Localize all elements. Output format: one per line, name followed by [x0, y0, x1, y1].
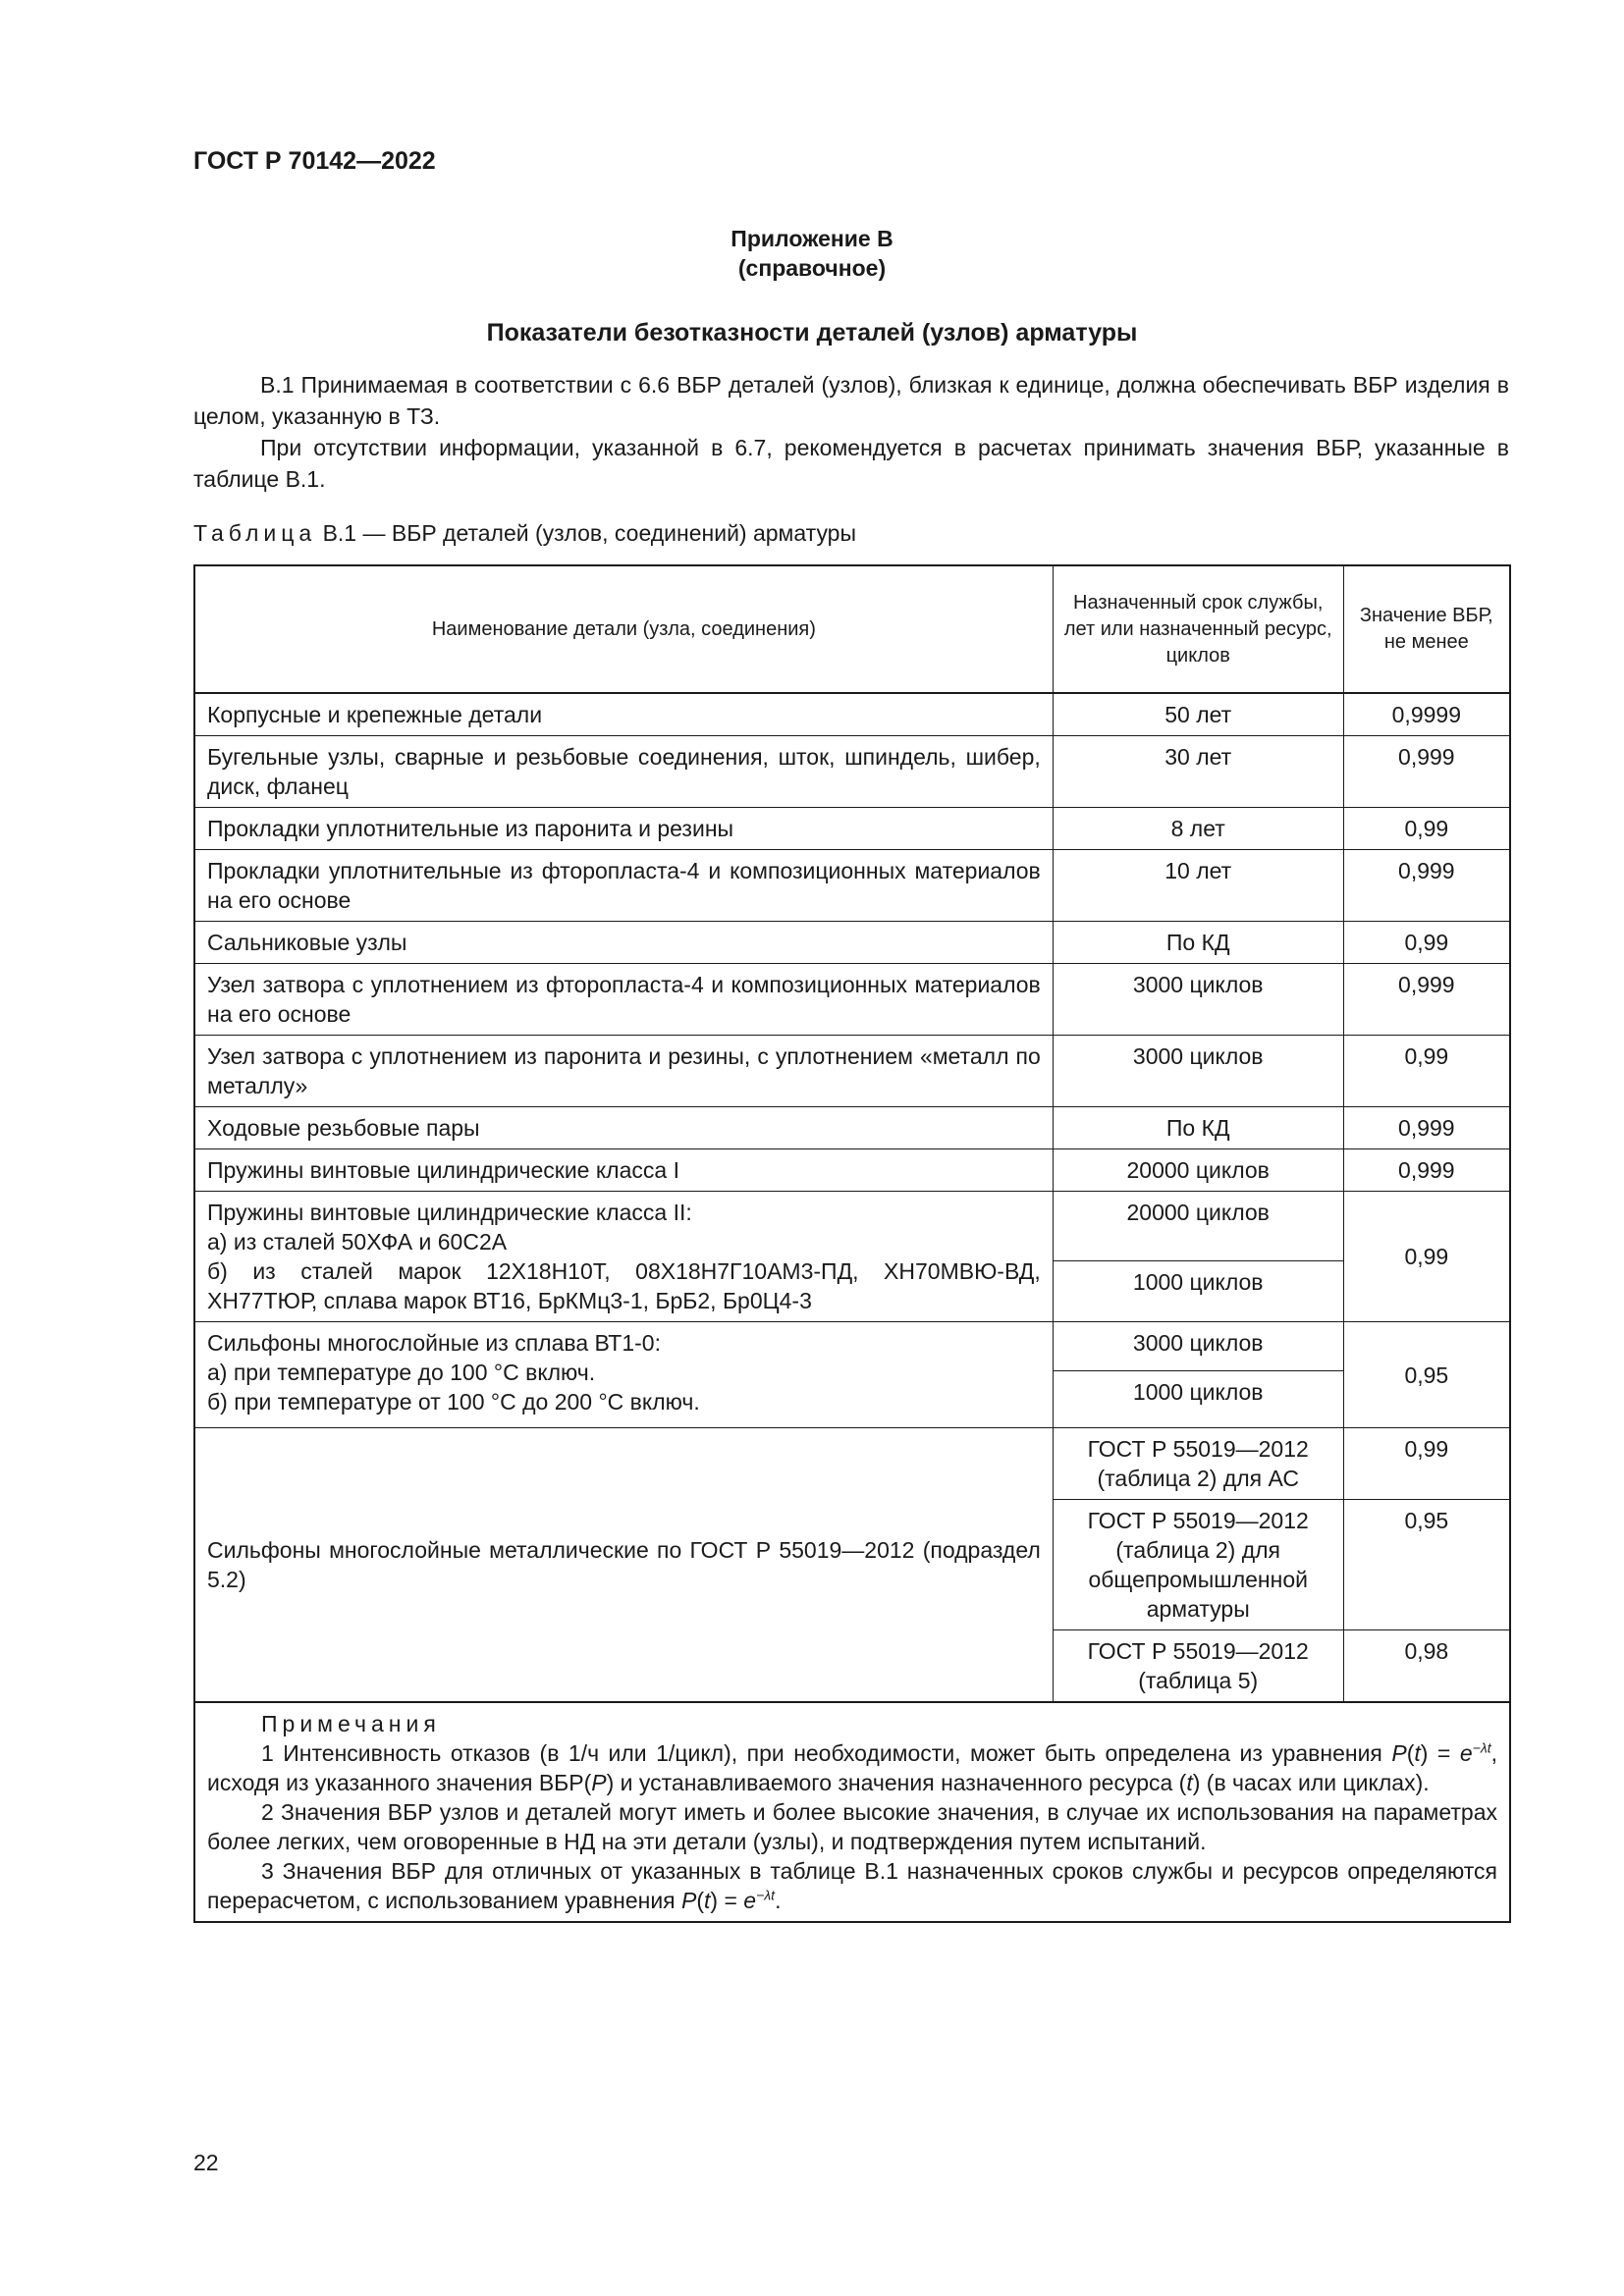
table-row — [194, 693, 1510, 736]
row-name — [194, 1322, 1053, 1428]
table-row — [194, 1149, 1510, 1192]
springs2-line2: а) из сталей 50ХФА и 60С2А — [207, 1229, 508, 1255]
table-row — [194, 1192, 1510, 1261]
row-value: 0,99 — [1343, 1192, 1510, 1322]
row-term: 10 лет — [1053, 850, 1343, 922]
note-1-text-a: 1 Интенсивность отказов (в 1/ч или 1/цикл), при необходимости, может быть определена из уравнения — [261, 1740, 1392, 1766]
row-term: По КД — [1053, 1107, 1343, 1149]
row-value: 0,999 — [1343, 1149, 1510, 1192]
note-1: 1 Интенсивность отказов (в 1/ч или 1/цикл), при необходимости, может быть определена из уравнения $P(t) = e^{-\lambda t}$, исходя из указанного значения ВБР(P) и устанавливаемого значения назначенного ресурса (t) (в часах или циклах). — [207, 1739, 1497, 1795]
note-3-text-b: . — [775, 1888, 782, 1913]
row-term: 50 лет — [1053, 693, 1343, 736]
header-term: Назначенный срок службы, лет или назначенный ресурс, циклов — [1053, 565, 1343, 693]
table-row — [194, 964, 1510, 1036]
bellows-line2: а) при температуре до 100 °С включ. — [207, 1360, 596, 1385]
table-row — [194, 1322, 1510, 1371]
row-name: Прокладки уплотнительные из фторопласта-4 и композиционных материалов на его основе — [194, 850, 1053, 922]
row-value: 0,98 — [1343, 1630, 1510, 1703]
formula-e: e — [743, 1888, 757, 1913]
row-value: 0,99 — [1343, 1036, 1510, 1107]
row-name: Узел затвора с уплотнением из паронита и резины, с уплотнением «металл по металлу» — [194, 1036, 1053, 1107]
bellows-line3: б) при температуре от 100 °С до 200 °С включ. — [207, 1389, 700, 1415]
formula-lhs: P — [681, 1888, 697, 1913]
formula-exp: −λt — [1472, 1739, 1491, 1756]
table-caption-prefix: Таблица — [193, 520, 317, 546]
table-row — [194, 1107, 1510, 1149]
row-value: 0,99 — [1343, 922, 1510, 964]
notes-title: Примечания — [261, 1711, 441, 1736]
row-name: Корпусные и крепежные детали — [194, 693, 1053, 736]
formula-exp: −λt — [756, 1887, 776, 1903]
row-value: 0,99 — [1343, 1428, 1510, 1500]
bellows-line1: Сильфоны многослойные из сплава ВТ1-0: — [207, 1330, 661, 1356]
row-term: 3000 циклов — [1053, 1322, 1343, 1371]
row-term: ГОСТ Р 55019—2012 (таблица 2) для АС — [1053, 1428, 1343, 1500]
row-name: Прокладки уплотнительные из паронита и резины — [194, 808, 1053, 850]
row-term: 3000 циклов — [1053, 1036, 1343, 1107]
document-code: ГОСТ Р 70142—2022 — [193, 147, 436, 175]
row-term: 3000 циклов — [1053, 964, 1343, 1036]
section-title: Показатели безотказности деталей (узлов) арматуры — [486, 319, 1138, 347]
springs2-line3: б) из сталей марок 12Х18Н10Т, 08Х18Н7Г10АМ3-ПД, ХН70МВЮ-ВД, ХН77ТЮР, сплава марок ВТ16, БрКМц3-1, БрБ2, Бр0Ц4-3 — [207, 1258, 1041, 1313]
header-value: Значение ВБР, не менее — [1343, 565, 1510, 693]
appendix-title: Приложение В — [731, 226, 893, 251]
table-header-row — [194, 565, 1510, 693]
note-2: 2 Значения ВБР узлов и деталей могут иметь и более высокие значения, в случае их использования на параметрах более легких, чем оговоренные в НД на эти детали (узлы), и подтверждения путем испытаний. — [207, 1799, 1497, 1854]
note-1-text-c: ) и устанавливаемого значения назначенного ресурса ( — [606, 1770, 1187, 1795]
row-value: 0,999 — [1343, 1107, 1510, 1149]
row-name — [194, 1192, 1053, 1322]
row-term: ГОСТ Р 55019—2012 (таблица 2) для общепромышленной арматуры — [1053, 1500, 1343, 1630]
table-row — [194, 1036, 1510, 1107]
formula-e: e — [1459, 1740, 1473, 1766]
note-1-text-b: , исходя из указанного значения ВБР( — [207, 1740, 1497, 1795]
table-row — [194, 736, 1510, 808]
row-value: 0,9999 — [1343, 693, 1510, 736]
row-term: 8 лет — [1053, 808, 1343, 850]
formula-p: P — [591, 1770, 607, 1795]
note-1-text-d: ) (в часах или циклах). — [1192, 1770, 1430, 1795]
row-term: По КД — [1053, 922, 1343, 964]
formula-var: t — [704, 1888, 711, 1913]
row-term: 20000 циклов — [1053, 1192, 1343, 1261]
row-value: 0,99 — [1343, 808, 1510, 850]
formula-t: t — [1186, 1770, 1193, 1795]
table-row — [194, 850, 1510, 922]
header-name: Наименование детали (узла, соединения) — [194, 565, 1053, 693]
page-number: 22 — [193, 2150, 219, 2175]
row-term: 20000 циклов — [1053, 1149, 1343, 1192]
paragraph-1: В.1 Принимаемая в соответствии с 6.6 ВБР деталей (узлов), близкая к единице, должна обеспечивать ВБР изделия в целом, указанную в ТЗ. — [193, 372, 1509, 429]
notes — [194, 1702, 1510, 1922]
row-name: Бугельные узлы, сварные и резьбовые соединения, шток, шпиндель, шибер, диск, фланец — [194, 736, 1053, 808]
row-value: 0,999 — [1343, 850, 1510, 922]
row-term: 1000 циклов — [1053, 1371, 1343, 1428]
row-value: 0,95 — [1343, 1322, 1510, 1428]
row-name: Узел затвора с уплотнением из фторопласта-4 и композиционных материалов на его основе — [194, 964, 1053, 1036]
note-3: 3 Значения ВБР для отличных от указанных в таблице В.1 назначенных сроков службы и ресурсов определяются перерасчетом, с использованием уравнения $P(t) = e^{-\lambda t}$. — [207, 1858, 1497, 1913]
appendix-type: (справочное) — [737, 255, 887, 281]
note-3-text-a: 3 Значения ВБР для отличных от указанных в таблице В.1 назначенных сроков службы и ресурсов определяются перерасчетом, с использованием уравнения — [207, 1858, 1497, 1913]
notes-row — [194, 1702, 1510, 1922]
table-caption — [193, 520, 856, 547]
row-value: 0,999 — [1343, 964, 1510, 1036]
table-row — [194, 1428, 1510, 1500]
row-name: Сальниковые узлы — [194, 922, 1053, 964]
formula-lhs: P — [1391, 1740, 1407, 1766]
row-term: 1000 циклов — [1053, 1260, 1343, 1321]
paragraph-2: При отсутствии информации, указанной в 6.7, рекомендуется в расчетах принимать значения ВБР, указанные в таблице В.1. — [193, 435, 1509, 492]
row-value: 0,999 — [1343, 736, 1510, 808]
row-term: ГОСТ Р 55019—2012 (таблица 5) — [1053, 1630, 1343, 1703]
row-term: 30 лет — [1053, 736, 1343, 808]
formula-var: t — [1414, 1740, 1421, 1766]
row-value: 0,95 — [1343, 1500, 1510, 1630]
reliability-table — [193, 564, 1511, 1923]
row-name: Сильфоны многослойные металлические по ГОСТ Р 55019—2012 (подраздел 5.2) — [194, 1428, 1053, 1703]
table-row — [194, 922, 1510, 964]
springs2-line1: Пружины винтовые цилиндрические класса II: — [207, 1200, 692, 1225]
table-caption-text: В.1 — ВБР деталей (узлов, соединений) арматуры — [316, 520, 857, 546]
table-row — [194, 808, 1510, 850]
row-name: Ходовые резьбовые пары — [194, 1107, 1053, 1149]
row-name: Пружины винтовые цилиндрические класса I — [194, 1149, 1053, 1192]
